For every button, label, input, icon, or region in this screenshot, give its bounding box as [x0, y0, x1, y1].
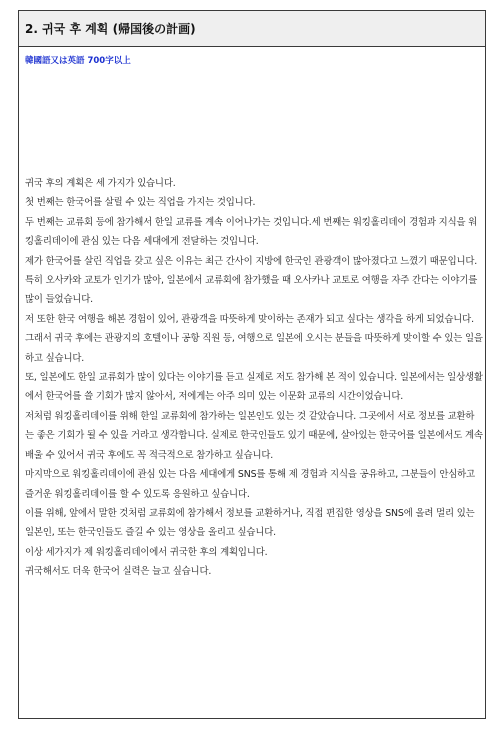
- essay-paragraph: 두 번째는 교류회 등에 참가해서 한일 교류를 계속 이어나가는 것입니다.세 번째는 워킹홀리데이 경험과 지식을 워킹홀리데이에 관심 있는 다음 세대에게 전달하는 것입니다.: [25, 216, 478, 248]
- essay-paragraph: 제가 한국어를 살린 직업을 갖고 싶은 이유는 최근 간사이 지방에 한국인 관광객이 많아졌다고 느꼈기 때문입니다. 특히 오사카와 교토가 인기가 많아, 일본에서 교류회에 참가했을 때 오사카나 교토로 여행을 자주 간다는 이야기를 많이 들었습니다.: [25, 255, 478, 306]
- answer-sheet: [18, 10, 486, 719]
- language-instruction: 韓國語又は英語 700字以上: [25, 56, 131, 66]
- essay-paragraph: 첫 번째는 한국어를 살릴 수 있는 직업을 가지는 것입니다.: [25, 197, 256, 209]
- section-title: 2. 귀국 후 계획 (帰国後の計画): [25, 22, 196, 36]
- essay-paragraph: 이를 위해, 앞에서 말한 것처럼 교류회에 참가해서 정보를 교환하거나, 직접 편집한 영상을 SNS에 올려 멀리 있는 일본인, 또는 한국인들도 즐길 수 있는 영상을 올리고 싶습니다.: [25, 507, 475, 539]
- section-header: [19, 11, 485, 47]
- essay-paragraph: 귀국해서도 더욱 한국어 실력은 늘고 싶습니다.: [25, 566, 212, 578]
- essay-paragraph: 또, 일본에도 한일 교류회가 많이 있다는 이야기를 듣고 실제로 저도 참가해 본 적이 있습니다. 일본에서는 일상생활에서 한국어를 쓸 기회가 많지 않아서, 저에게는 아주 의미 있는 이문화 교류의 시간이었습니다.: [25, 372, 483, 403]
- essay-paragraph: 귀국 후의 계획은 세 가지가 있습니다.: [25, 178, 176, 189]
- essay-paragraph: 마지막으로 워킹홀리데이에 관심 있는 다음 세대에게 SNS를 통해 제 경험과 지식을 공유하고, 그분들이 안심하고 즐거운 워킹홀리데이를 할 수 있도록 응원하고 싶습니다.: [25, 469, 475, 500]
- essay-paragraph: 이상 세가지가 제 워킹홀리데이에서 귀국한 후의 계획입니다.: [25, 546, 268, 558]
- essay-paragraph: 저처럼 워킹홀리데이를 위해 한일 교류회에 참가하는 일본인도 있는 것 같았습니다. 그곳에서 서로 정보를 교환하는 좋은 기회가 될 수 있을 거라고 생각합니다. 실제로 한국인들도 있기 때문에, 살아있는 한국어를 일본에서도 계속 배울 수 있어서 귀국 후에도 꼭 적극적으로 참가하고 싶습니다.: [25, 410, 483, 461]
- essay-body: [25, 174, 483, 582]
- essay-paragraph: 저 또한 한국 여행을 해본 경험이 있어, 관광객을 따뜻하게 맞이하는 존재가 되고 싶다는 생각을 하게 되었습니다. 그래서 귀국 후에는 관광지의 호텔이나 공항 직원 등, 여행으로 일본에 오시는 분들을 따뜻하게 맞이할 수 있는 일을 하고 싶습니다.: [25, 313, 483, 364]
